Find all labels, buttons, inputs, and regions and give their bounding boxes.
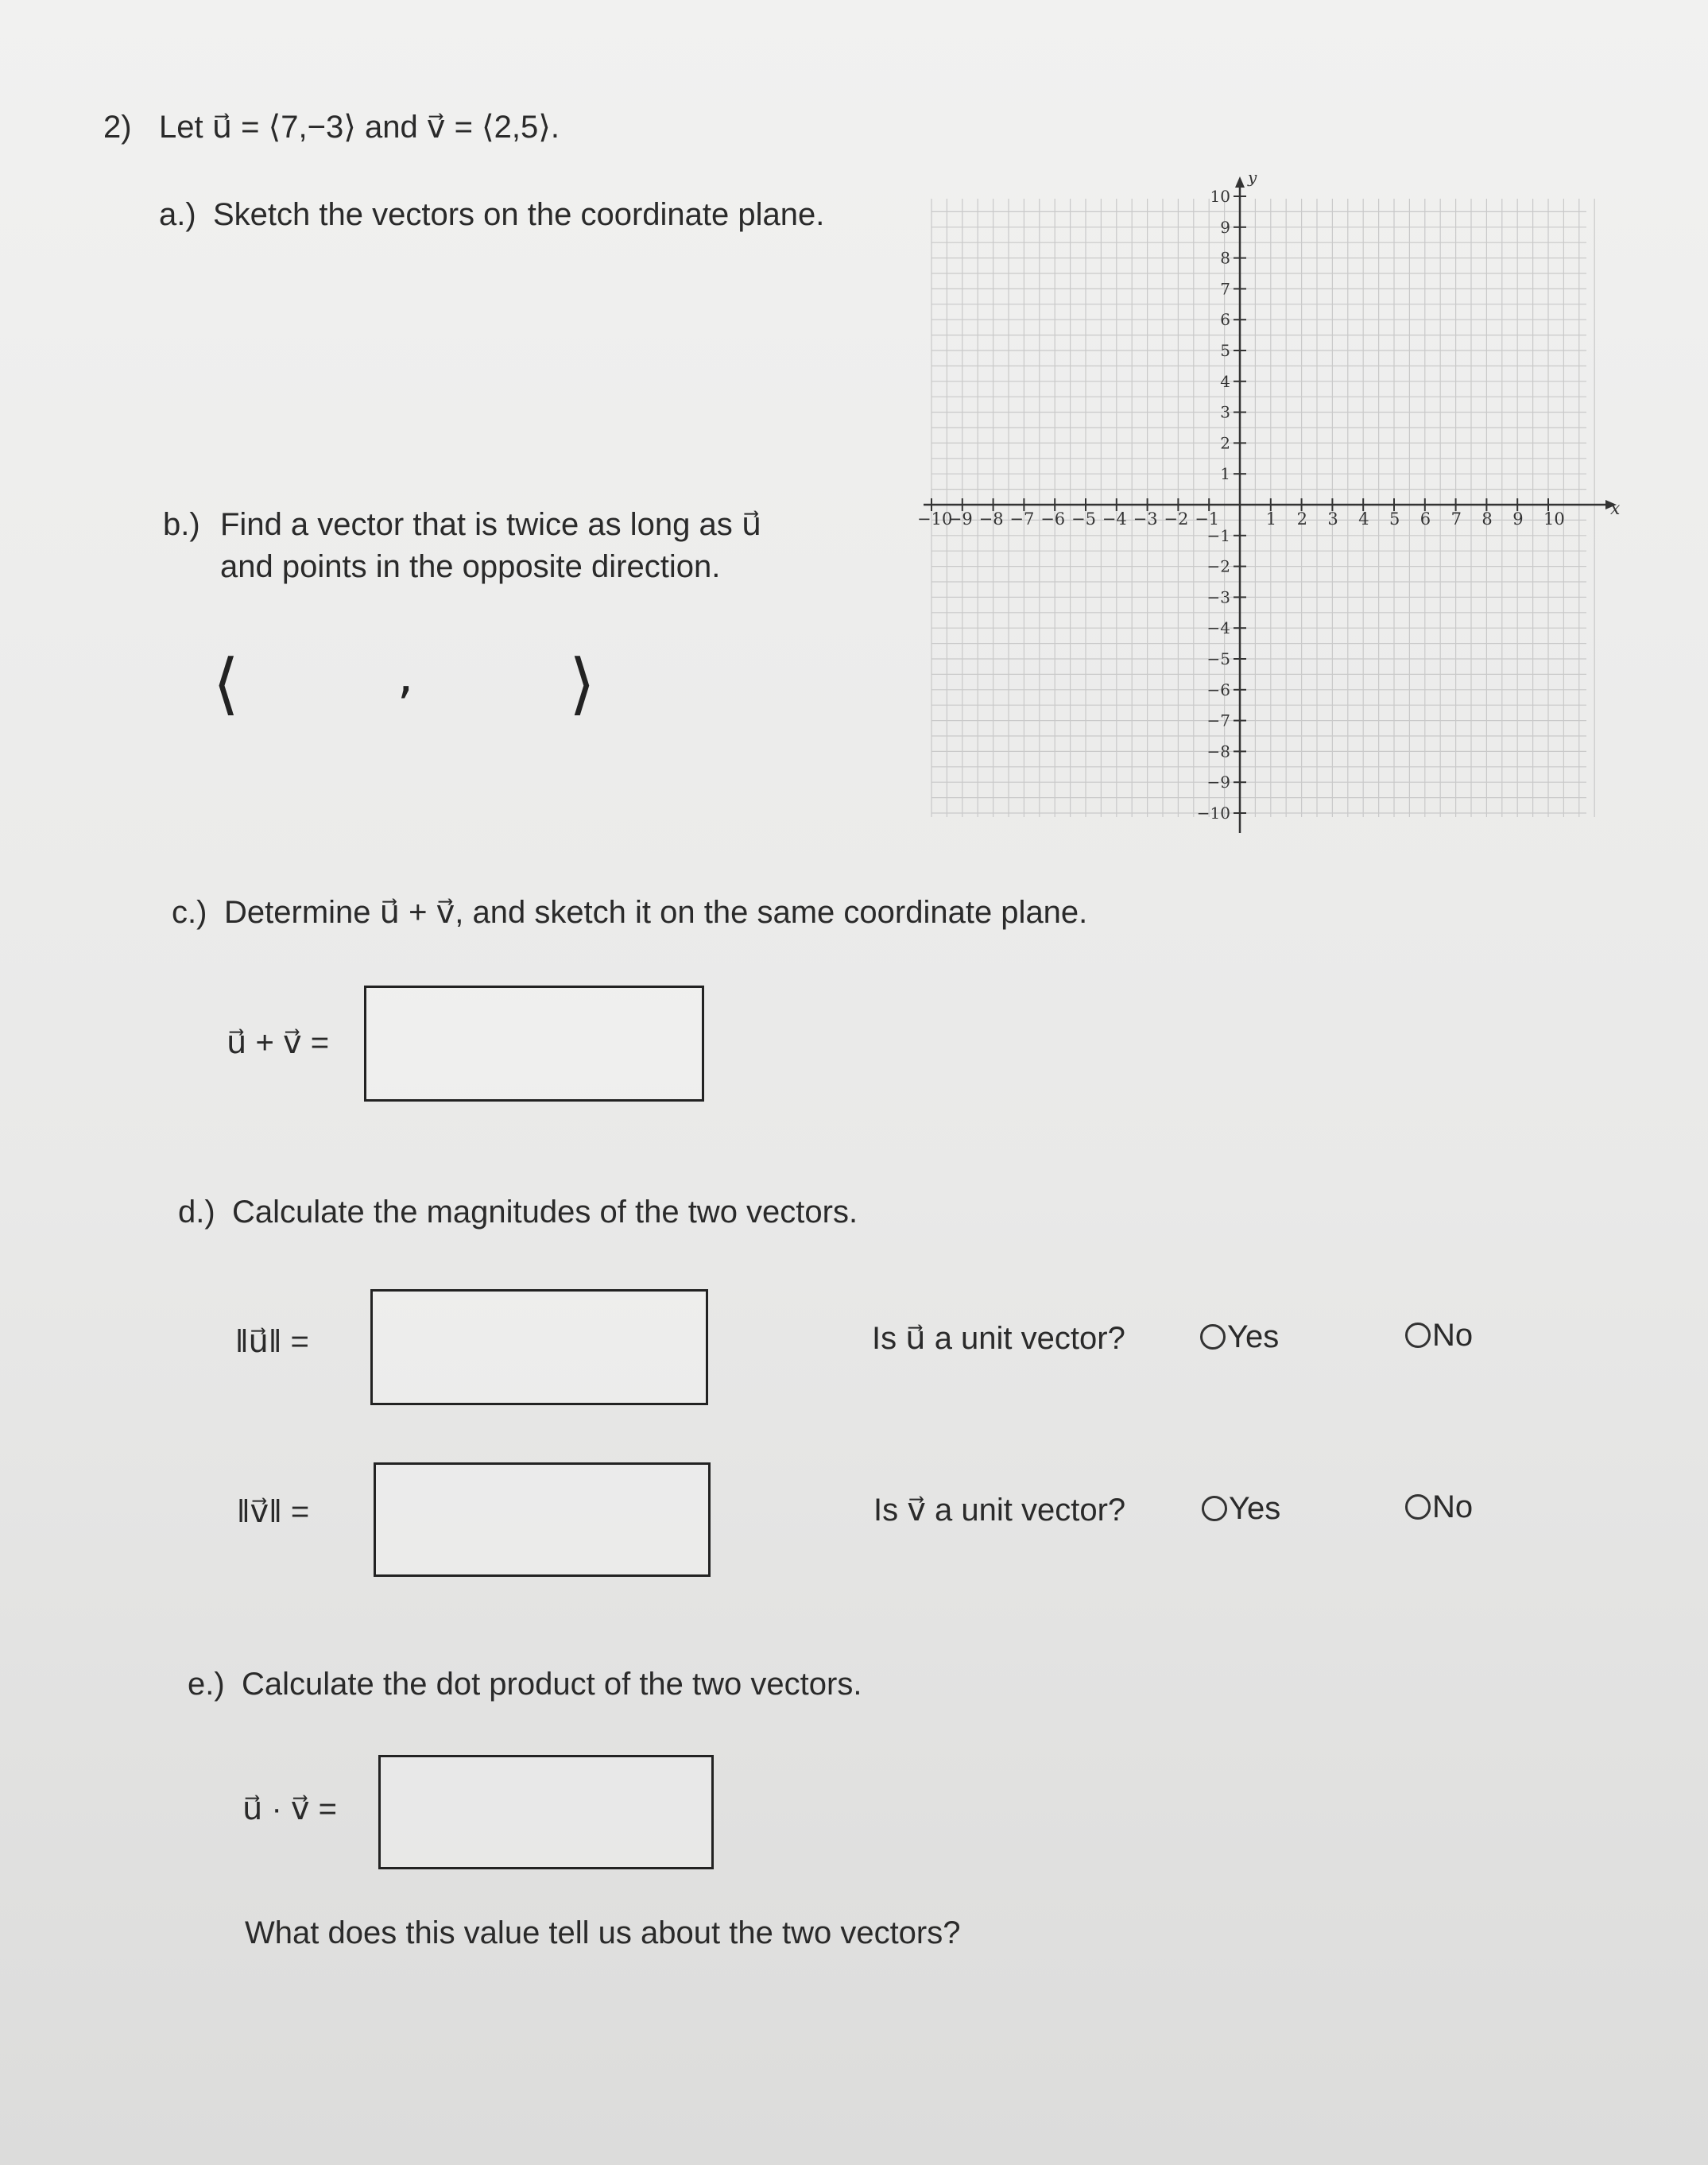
y-tick-label: 4 xyxy=(1220,371,1230,391)
part-a-label: a.) xyxy=(159,197,196,232)
y-tick-label: 8 xyxy=(1220,248,1230,268)
part-a-text: Sketch the vectors on the coordinate plane. xyxy=(213,197,825,232)
unit-u-yes-option[interactable] xyxy=(1200,1321,1279,1353)
x-tick-label: −5 xyxy=(1071,509,1096,529)
part-c-label: c.) xyxy=(172,895,207,930)
part-c-text: Determine u⃗ + v⃗, and sketch it on the same coordinate plane. xyxy=(224,895,1088,930)
no-label: No xyxy=(1432,1318,1474,1353)
x-tick-label: 4 xyxy=(1358,509,1369,529)
y-tick-label: −10 xyxy=(1196,804,1230,823)
yes-label: Yes xyxy=(1229,1491,1281,1526)
radio-icon[interactable] xyxy=(1405,1494,1431,1520)
part-b-line2: and points in the opposite direction. xyxy=(220,549,721,584)
mag-u-label: ‖u⃗‖ = xyxy=(235,1324,309,1359)
no-label: No xyxy=(1432,1489,1474,1524)
y-tick-label: −5 xyxy=(1206,649,1230,668)
sum-answer-box[interactable] xyxy=(364,986,704,1102)
sum-label: u⃗ + v⃗ = xyxy=(227,1025,330,1060)
x-tick-label: −6 xyxy=(1040,509,1066,529)
y-axis-label: y xyxy=(1248,168,1257,187)
x-tick-label: −10 xyxy=(917,509,953,529)
dot-label: u⃗ · v⃗ = xyxy=(242,1791,338,1826)
part-b-line1: Find a vector that is twice as long as u⃗ xyxy=(220,507,762,542)
x-tick-label: 1 xyxy=(1265,509,1277,529)
y-tick-label: −2 xyxy=(1206,556,1230,576)
followup-question: What does this value tell us about the two vectors? xyxy=(245,1915,961,1950)
x-tick-label: 3 xyxy=(1327,509,1338,529)
y-tick-label: 7 xyxy=(1220,279,1230,299)
x-tick-label: −7 xyxy=(1009,509,1035,529)
unit-v-yes-option[interactable] xyxy=(1202,1493,1280,1524)
unit-v-no-option[interactable] xyxy=(1405,1491,1473,1523)
radio-icon[interactable] xyxy=(1405,1323,1431,1348)
mag-v-answer-box[interactable] xyxy=(374,1462,711,1577)
y-tick-label: −1 xyxy=(1206,525,1230,545)
unit-v-question: Is v⃗ a unit vector? xyxy=(873,1493,1126,1528)
yes-label: Yes xyxy=(1227,1319,1280,1354)
x-tick-label: 6 xyxy=(1419,509,1431,529)
x-tick-label: 10 xyxy=(1543,509,1565,529)
answer-close-bracket: ⟩ xyxy=(569,645,595,722)
part-e-label: e.) xyxy=(188,1667,225,1702)
y-tick-label: −6 xyxy=(1206,680,1230,699)
unit-u-question: Is u⃗ a unit vector? xyxy=(872,1321,1125,1356)
y-tick-label: −7 xyxy=(1206,711,1230,730)
x-tick-label: 2 xyxy=(1296,509,1307,529)
y-tick-label: −4 xyxy=(1206,618,1230,638)
x-tick-label: −1 xyxy=(1195,509,1220,529)
answer-comma: , xyxy=(397,646,414,705)
y-axis-arrow-icon xyxy=(1235,176,1245,188)
mag-u-answer-box[interactable] xyxy=(370,1289,708,1405)
x-axis-label: x xyxy=(1610,499,1621,519)
y-tick-label: 5 xyxy=(1220,341,1230,360)
problem-intro: Let u⃗ = ⟨7,−3⟩ and v⃗ = ⟨2,5⟩. xyxy=(159,110,560,145)
y-tick-label: −8 xyxy=(1206,742,1230,761)
part-d-label: d.) xyxy=(178,1195,215,1230)
y-tick-label: 9 xyxy=(1220,217,1230,237)
radio-icon[interactable] xyxy=(1202,1496,1227,1521)
y-tick-label: 6 xyxy=(1220,310,1230,330)
coordinate-plane[interactable] xyxy=(890,143,1621,874)
x-tick-label: 7 xyxy=(1450,509,1462,529)
x-tick-label: −8 xyxy=(978,509,1004,529)
y-tick-label: 2 xyxy=(1220,433,1230,453)
x-tick-label: −3 xyxy=(1133,509,1158,529)
x-tick-label: 9 xyxy=(1512,509,1524,529)
x-tick-label: −9 xyxy=(947,509,973,529)
dot-answer-box[interactable] xyxy=(378,1755,714,1869)
x-tick-label: 5 xyxy=(1389,509,1400,529)
problem-number: 2) xyxy=(103,110,132,145)
answer-open-bracket: ⟨ xyxy=(213,645,239,722)
part-b-label: b.) xyxy=(163,507,200,542)
y-tick-label: −9 xyxy=(1206,773,1230,792)
part-e-text: Calculate the dot product of the two vectors. xyxy=(242,1667,862,1702)
y-tick-label: 3 xyxy=(1220,402,1230,422)
radio-icon[interactable] xyxy=(1200,1324,1226,1350)
y-tick-label: 10 xyxy=(1210,187,1230,206)
unit-u-no-option[interactable] xyxy=(1405,1319,1473,1351)
x-tick-label: −2 xyxy=(1164,509,1189,529)
part-d-text: Calculate the magnitudes of the two vectors. xyxy=(232,1195,858,1230)
y-tick-label: −3 xyxy=(1206,587,1230,607)
x-tick-label: −4 xyxy=(1102,509,1127,529)
mag-v-label: ‖v⃗‖ = xyxy=(237,1494,310,1529)
y-tick-label: 1 xyxy=(1220,464,1230,484)
x-tick-label: 8 xyxy=(1481,509,1493,529)
